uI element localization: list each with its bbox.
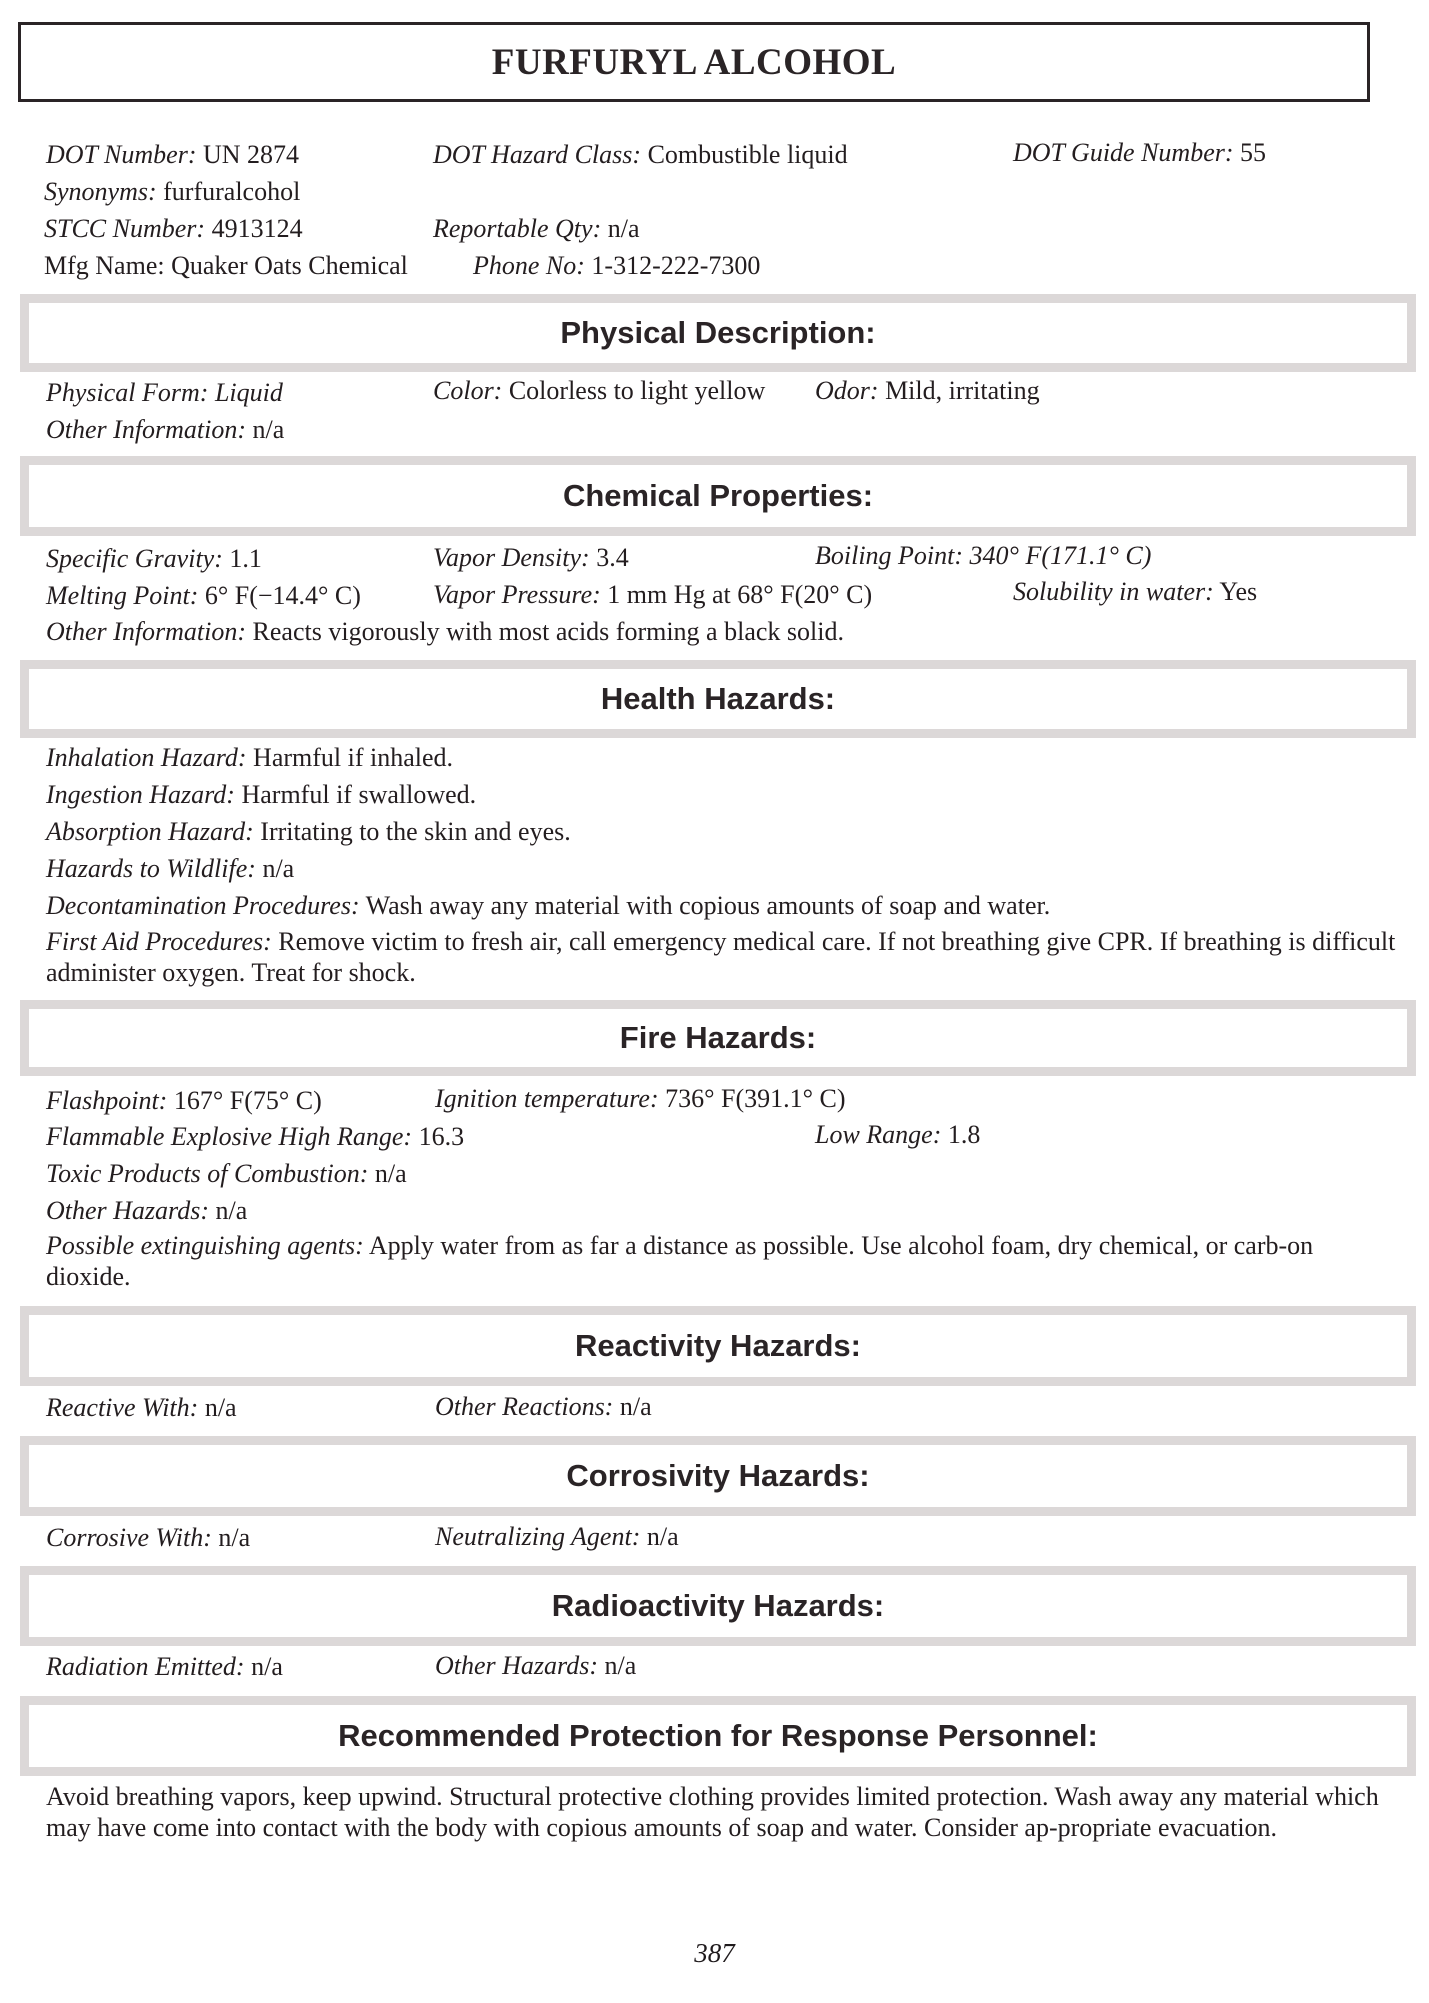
ingestion-hazard-field xyxy=(46,780,476,810)
dot-guide-label: DOT Guide Number: xyxy=(1013,138,1234,167)
fire-hazards-header xyxy=(20,1000,1416,1076)
first-aid-label: First Aid Procedures: xyxy=(46,927,272,956)
ingestion-hazard-value: Harmful if swallowed. xyxy=(241,780,477,809)
wildlife-hazard-value: n/a xyxy=(262,854,295,883)
radio-other-hazards-field xyxy=(435,1651,636,1681)
radio-other-hazards-value: n/a xyxy=(604,1651,637,1680)
radiation-emitted-value: n/a xyxy=(251,1652,283,1681)
radiation-emitted-label: Radiation Emitted: xyxy=(46,1652,245,1681)
title-box xyxy=(18,22,1370,102)
boiling-point-field xyxy=(815,541,1151,571)
toxic-products-value: n/a xyxy=(374,1159,407,1188)
reactive-with-field xyxy=(46,1393,237,1423)
dot-guide-field xyxy=(1013,138,1266,168)
phone-field xyxy=(473,251,760,281)
extinguishing-agents-value: Apply water from as far a distance as possible. Use alcohol foam, dry chemical, or carb-on dioxide. xyxy=(46,1231,1314,1291)
vapor-pressure-field xyxy=(433,580,872,610)
boiling-point-label: Boiling Point: 340° F(171.1° C) xyxy=(815,541,1152,570)
inhalation-hazard-field xyxy=(46,743,453,773)
page-number: 387 xyxy=(694,1938,735,1968)
fire-other-hazards-value: n/a xyxy=(215,1196,248,1225)
inhalation-hazard-label: Inhalation Hazard: xyxy=(46,743,247,772)
low-range-label: Low Range: xyxy=(815,1120,942,1149)
dot-guide-value: 55 xyxy=(1240,138,1267,167)
decontamination-label: Decontamination Procedures: xyxy=(46,891,360,920)
corrosive-with-value: n/a xyxy=(218,1523,251,1552)
melting-point-field xyxy=(46,581,361,611)
other-reactions-field xyxy=(435,1392,652,1422)
extinguishing-agents-label: Possible extinguishing agents: xyxy=(46,1231,364,1260)
chemical-other-label: Other Information: xyxy=(46,617,247,646)
ingestion-hazard-label: Ingestion Hazard: xyxy=(46,780,235,809)
ignition-temperature-label: Ignition temperature: xyxy=(435,1084,659,1113)
fire-hazards-title: Fire Hazards: xyxy=(619,1020,817,1055)
protection-header xyxy=(20,1696,1416,1776)
flashpoint-field xyxy=(46,1086,322,1116)
dot-hazard-label: DOT Hazard Class: xyxy=(433,140,642,169)
synonyms-field xyxy=(44,177,300,207)
color-label: Color: xyxy=(433,376,503,405)
vapor-pressure-value: 1 mm Hg at 68° F(20° C) xyxy=(607,580,873,609)
high-range-field xyxy=(46,1122,464,1152)
vapor-density-label: Vapor Density: xyxy=(433,543,590,572)
reactive-with-label: Reactive With: xyxy=(46,1393,199,1422)
wildlife-hazard-field xyxy=(46,854,294,884)
solubility-label: Solubility in water: xyxy=(1013,577,1214,606)
dot-hazard-field xyxy=(433,140,848,170)
neutralizing-agent-field xyxy=(435,1522,679,1552)
first-aid-field xyxy=(46,926,1396,988)
inhalation-hazard-value: Harmful if inhaled. xyxy=(253,743,454,772)
dot-number-label: DOT Number: xyxy=(46,140,197,169)
color-field xyxy=(433,376,765,406)
physical-other-value: n/a xyxy=(252,415,285,444)
physical-other-label: Other Information: xyxy=(46,415,247,444)
corrosive-with-label: Corrosive With: xyxy=(46,1523,212,1552)
solubility-field xyxy=(1013,577,1257,607)
fire-other-hazards-label: Other Hazards: xyxy=(46,1196,209,1225)
other-reactions-label: Other Reactions: xyxy=(435,1392,614,1421)
reportable-qty-value: n/a xyxy=(607,214,640,243)
ignition-temperature-value: 736° F(391.1° C) xyxy=(665,1084,846,1113)
neutralizing-agent-value: n/a xyxy=(646,1522,679,1551)
other-reactions-value: n/a xyxy=(619,1392,652,1421)
reportable-qty-label: Reportable Qty: xyxy=(433,214,602,243)
physical-other-field xyxy=(46,415,284,445)
physical-description-title: Physical Description: xyxy=(560,315,876,350)
dot-number-field xyxy=(46,140,299,170)
odor-value: Mild, irritating xyxy=(885,376,1040,405)
low-range-field xyxy=(815,1120,980,1150)
melting-point-label: Melting Point: xyxy=(46,581,199,610)
stcc-value: 4913124 xyxy=(211,214,303,243)
chemical-other-value: Reacts vigorously with most acids forming a black solid. xyxy=(252,617,844,646)
vapor-density-field xyxy=(433,543,629,573)
radioactivity-hazards-title: Radioactivity Hazards: xyxy=(551,1588,885,1623)
flashpoint-label: Flashpoint: xyxy=(46,1086,168,1115)
dot-number-value: UN 2874 xyxy=(202,140,300,169)
synonyms-value: furfuralcohol xyxy=(163,177,301,206)
chemical-properties-title: Chemical Properties: xyxy=(562,478,874,513)
neutralizing-agent-label: Neutralizing Agent: xyxy=(435,1522,641,1551)
toxic-products-label: Toxic Products of Combustion: xyxy=(46,1159,369,1188)
chemical-properties-header xyxy=(20,456,1416,536)
odor-label: Odor: xyxy=(815,376,879,405)
mfg-field xyxy=(44,251,408,281)
synonyms-label: Synonyms: xyxy=(44,177,157,206)
decontamination-field xyxy=(46,891,1050,921)
stcc-field xyxy=(44,214,303,244)
physical-description-header xyxy=(20,294,1416,372)
specific-gravity-label: Specific Gravity: xyxy=(46,544,223,573)
chemical-other-field xyxy=(46,617,844,647)
reportable-qty-field xyxy=(433,214,640,244)
decontamination-value: Wash away any material with copious amounts of soap and water. xyxy=(365,891,1051,920)
color-value: Colorless to light yellow xyxy=(508,376,766,405)
protection-title: Recommended Protection for Response Personnel: xyxy=(338,1718,1098,1753)
absorption-hazard-field xyxy=(46,817,571,847)
specific-gravity-value: 1.1 xyxy=(229,544,262,573)
absorption-hazard-value: Irritating to the skin and eyes. xyxy=(260,817,571,846)
protection-text: Avoid breathing vapors, keep upwind. Structural protective clothing provides limited protection. Wash away any material which may have come into contact with the body with copious amounts of soap and water. Consider ap-propriate evacuation. xyxy=(46,1782,1379,1842)
wildlife-hazard-label: Hazards to Wildlife: xyxy=(46,854,256,883)
solubility-value: Yes xyxy=(1219,577,1258,606)
corrosivity-hazards-header xyxy=(20,1436,1416,1516)
radio-other-hazards-label: Other Hazards: xyxy=(435,1651,598,1680)
health-hazards-header xyxy=(20,660,1416,738)
high-range-value: 16.3 xyxy=(418,1122,465,1151)
low-range-value: 1.8 xyxy=(947,1120,981,1149)
ignition-temperature-field xyxy=(435,1084,846,1114)
specific-gravity-field xyxy=(46,544,262,574)
reactivity-hazards-title: Reactivity Hazards: xyxy=(574,1328,861,1363)
corrosivity-hazards-title: Corrosivity Hazards: xyxy=(566,1458,870,1493)
fire-other-hazards-field xyxy=(46,1196,247,1226)
odor-field xyxy=(815,376,1040,406)
extinguishing-agents-field xyxy=(46,1230,1396,1292)
phone-label: Phone No: xyxy=(473,251,585,280)
mfg-value: Quaker Oats Chemical xyxy=(171,251,408,280)
reactive-with-value: n/a xyxy=(204,1393,237,1422)
dot-hazard-value: Combustible liquid xyxy=(647,140,848,169)
physical-form-field xyxy=(46,378,283,408)
physical-form-label: Physical Form: Liquid xyxy=(46,378,283,407)
mfg-label: Mfg Name: xyxy=(44,251,165,280)
document-title: FURFURYL ALCOHOL xyxy=(491,41,897,83)
corrosive-with-field xyxy=(46,1523,250,1553)
high-range-label: Flammable Explosive High Range: xyxy=(46,1122,413,1151)
health-hazards-title: Health Hazards: xyxy=(600,681,836,716)
absorption-hazard-label: Absorption Hazard: xyxy=(46,817,254,846)
vapor-pressure-label: Vapor Pressure: xyxy=(433,580,601,609)
reactivity-hazards-header xyxy=(20,1306,1416,1386)
radiation-emitted-field xyxy=(46,1652,283,1682)
stcc-label: STCC Number: xyxy=(44,214,206,243)
flashpoint-value: 167° F(75° C) xyxy=(173,1086,322,1115)
first-aid-value: Remove victim to fresh air, call emergency medical care. If not breathing give CPR. If breathing is difficult administer oxygen. Treat for shock. xyxy=(46,927,1396,987)
phone-value: 1-312-222-7300 xyxy=(591,251,761,280)
toxic-products-field xyxy=(46,1159,407,1189)
melting-point-value: 6° F(−14.4° C) xyxy=(204,581,361,610)
vapor-density-value: 3.4 xyxy=(596,543,629,572)
radioactivity-hazards-header xyxy=(20,1566,1416,1646)
